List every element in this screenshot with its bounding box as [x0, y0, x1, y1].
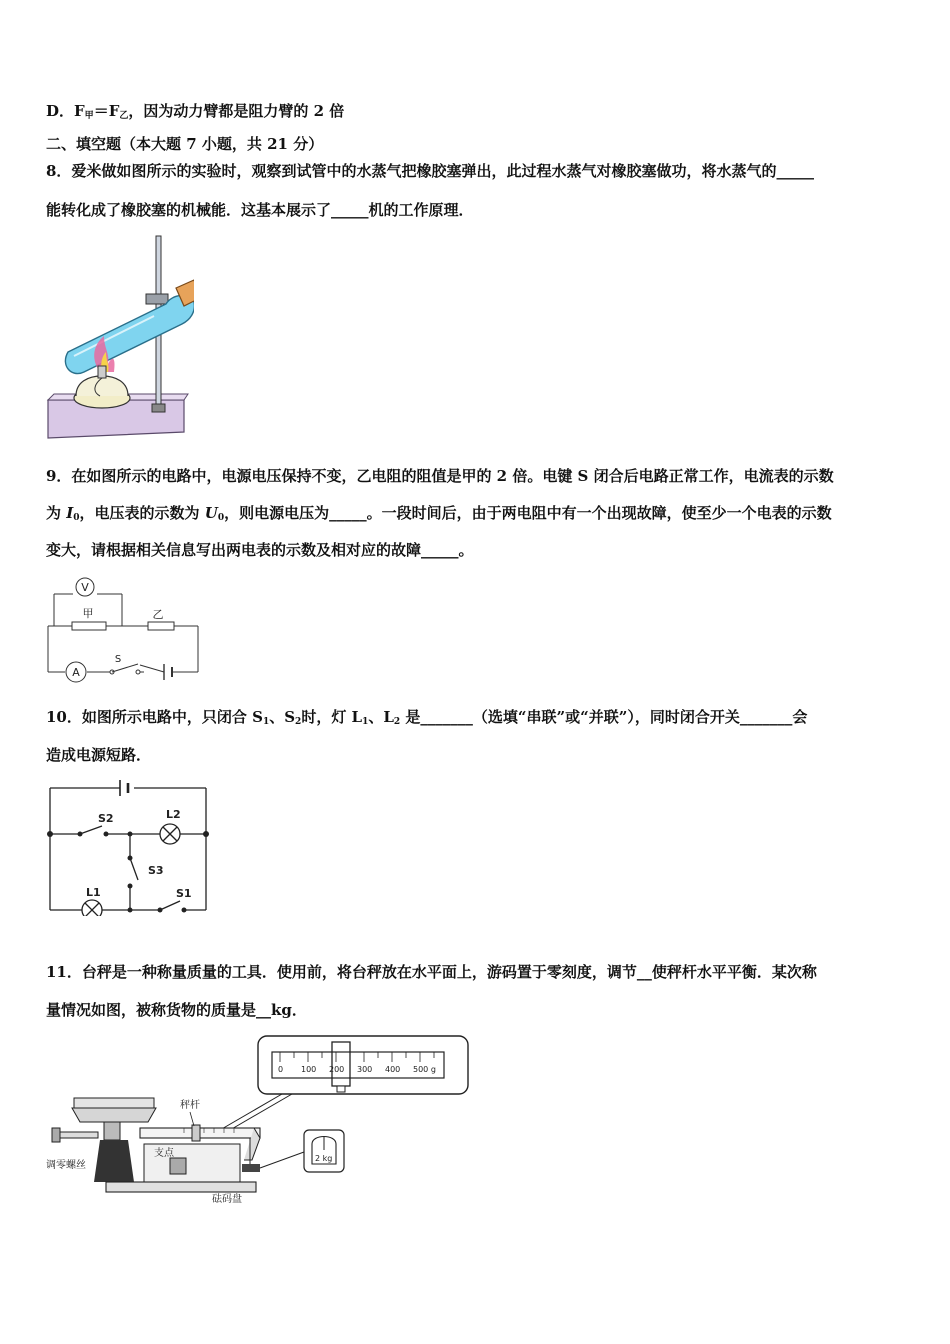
q9-text-line1: 9．在如图所示的电路中，电源电压保持不变，乙电阻的阻值是甲的 2 倍。电键 S 闭合后电路正常工作，电流表的示数	[46, 467, 834, 485]
q8-text-line1: 8．爱米做如图所示的实验时，观察到试管中的水蒸气把橡胶塞弹出，此过程水蒸气对橡胶塞做功，将水蒸气的_____	[46, 162, 814, 180]
q11-tick-label: 0	[278, 1065, 284, 1074]
q10-circuit-diagram	[44, 776, 214, 916]
q11-tick-label: 200	[329, 1065, 345, 1074]
q11-pivot-label: 支点	[154, 1148, 174, 1159]
q11-weight-pan-label: 砝码盘	[212, 1194, 242, 1205]
q9-resistor1-label: 甲	[82, 607, 94, 620]
q9-resistor2-label: 乙	[152, 608, 164, 621]
q9-circuit-diagram	[40, 576, 205, 686]
q11-weight-label: 2 kg	[315, 1154, 333, 1163]
q11-tick-label: 400	[385, 1065, 401, 1074]
q10-switch1-label: S1	[176, 887, 192, 900]
q10-text-line1: 10．如图所示电路中，只闭合 $S_1$、$S_2$时，灯 $L_1$、$L_2$ 是_______（选填“串联”或“并联”），同时闭合开关_______会	[46, 708, 808, 727]
option-d: D．$F_甲=F_乙$，因为动力臂都是阻力臂的 2 倍	[46, 102, 345, 121]
q9-voltmeter-label: V	[81, 581, 89, 594]
q8-figure-test-tube-experiment	[44, 232, 194, 442]
q11-tick-label: 300	[357, 1065, 373, 1074]
q8-text-line2: 能转化成了橡胶塞的机械能．这基本展示了_____机的工作原理．	[46, 201, 474, 219]
q11-text-line2: 量情况如图，被称货物的质量是__kg．	[46, 1001, 307, 1019]
q11-zero-screw-label: 调零螺丝	[46, 1160, 86, 1171]
q11-text-line1: 11．台秤是一种称量质量的工具．使用前，将台秤放在水平面上，游码置于零刻度，调节__使秤杆水平平衡．某次称	[46, 963, 817, 981]
q11-tick-label: 100	[301, 1065, 317, 1074]
q10-lamp1-label: L1	[86, 886, 101, 899]
q9-switch-label: S	[114, 654, 122, 665]
section-header: 二、填空题（本大题 7 小题，共 21 分）	[46, 135, 324, 153]
q9-text-line3: 变大，请根据相关信息写出两电表的示数及相对应的故障_____。	[46, 541, 474, 559]
q9-text-line2: 为 $I_0$，电压表的示数为 $U_0$，则电源电压为_____。一段时间后，由于两电阻中有一个出现故障，使至少一个电表的示数	[46, 504, 832, 523]
q10-text-line2: 造成电源短路．	[46, 746, 152, 764]
q11-beam-label: 秤杆	[180, 1100, 200, 1111]
q10-switch3-label: S3	[148, 864, 164, 877]
q11-tick-label: 500 g	[413, 1065, 436, 1074]
q10-switch2-label: S2	[98, 812, 114, 825]
q11-platform-scale-figure	[44, 1032, 474, 1207]
q9-ammeter-label: A	[72, 666, 80, 679]
q10-lamp2-label: L2	[166, 808, 181, 821]
